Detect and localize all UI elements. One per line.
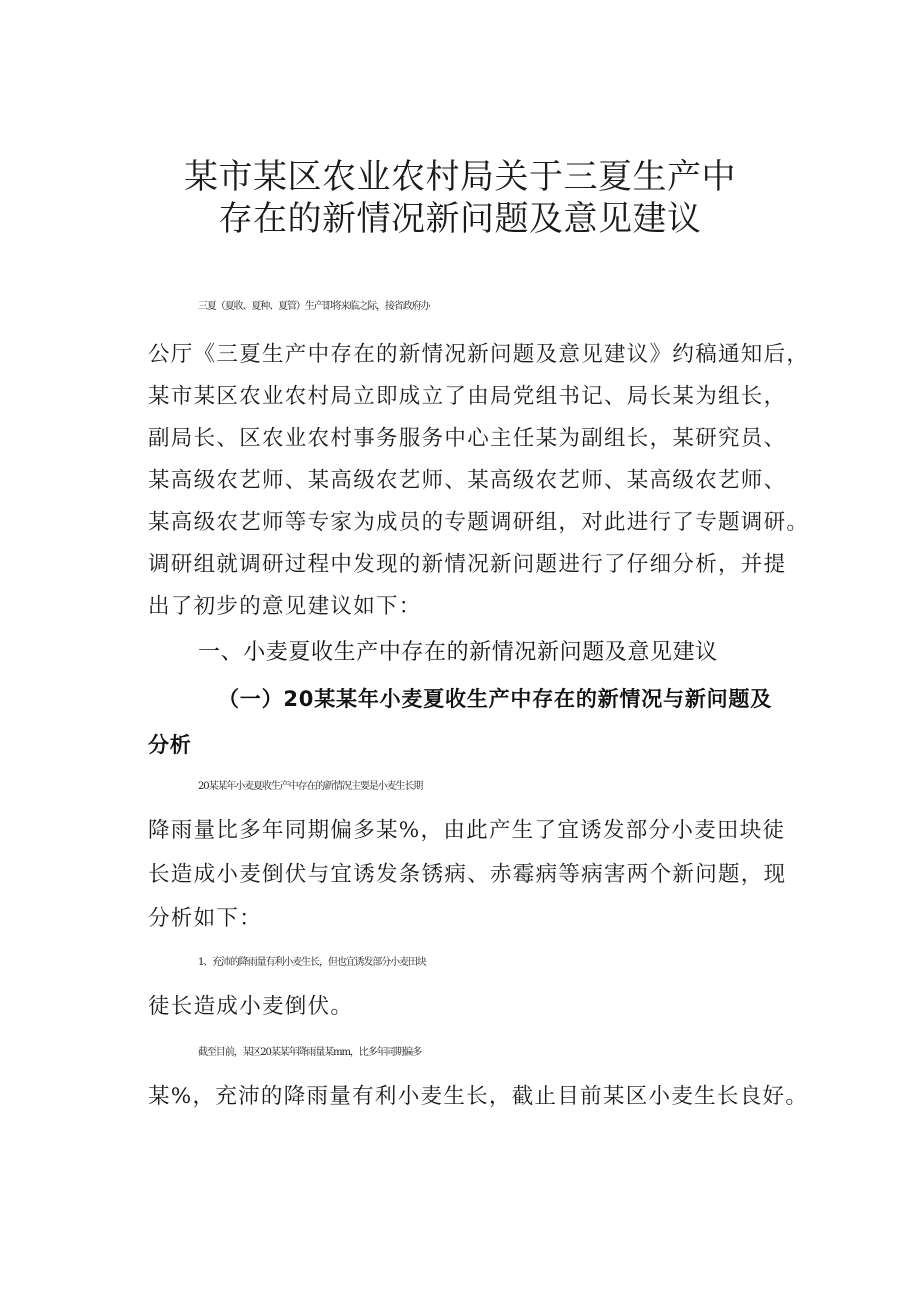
subsection-heading-1-line-2: 分析	[148, 733, 192, 757]
para3-line-1: 1、充沛的降雨量有利小麦生长，但也宜诱发部分小麦田块	[198, 957, 426, 968]
intro-line-4: 副局长、区农业农村事务服务中心主任某为副组长，某研究员、	[148, 426, 787, 451]
intro-line-8: 出了初步的意见建议如下：	[148, 594, 422, 619]
para2-line-4: 分析如下：	[148, 906, 263, 931]
intro-line-1: 三夏（夏收、夏种、夏管）生产即将来临之际，接省政府办	[198, 301, 430, 312]
intro-line-2: 公厅《三夏生产中存在的新情况新问题及意见建议》约稿通知后，	[148, 342, 810, 367]
para2-line-1: 20某某年小麦夏收生产中存在的新情况主要是小麦生长期	[198, 781, 423, 792]
section-heading-1: 一、小麦夏收生产中存在的新情况新问题及意见建议	[198, 640, 718, 665]
intro-line-5: 某高级农艺师、某高级农艺师、某高级农艺师、某高级农艺师、	[148, 468, 787, 493]
para4-line-1: 截至目前，某区20某某年降雨量某mm，比多年同期偏多	[198, 1047, 422, 1058]
subsection-heading-1-line-1: （一）20某某年小麦夏收生产中存在的新情况与新问题及	[218, 687, 773, 711]
intro-line-6: 某高级农艺师等专家为成员的专题调研组，对此进行了专题调研。	[148, 510, 810, 535]
para2-line-3: 长造成小麦倒伏与宜诱发条锈病、赤霉病等病害两个新问题，现	[148, 862, 787, 887]
intro-line-3: 某市某区农业农村局立即成立了由局党组书记、局长某为组长，	[148, 384, 787, 409]
document-title-line-2: 存在的新情况新问题及意见建议	[218, 199, 702, 239]
intro-line-7: 调研组就调研过程中发现的新情况新问题进行了仔细分析，并提	[148, 552, 787, 577]
document-title-line-1: 某市某区农业农村局关于三夏生产中	[184, 157, 736, 197]
para4-line-2: 某%，充沛的降雨量有利小麦生长，截止目前某区小麦生长良好。	[148, 1084, 809, 1109]
para2-line-2: 降雨量比多年同期偏多某%，由此产生了宜诱发部分小麦田块徒	[148, 818, 786, 843]
para3-line-2: 徒长造成小麦倒伏。	[148, 994, 354, 1019]
